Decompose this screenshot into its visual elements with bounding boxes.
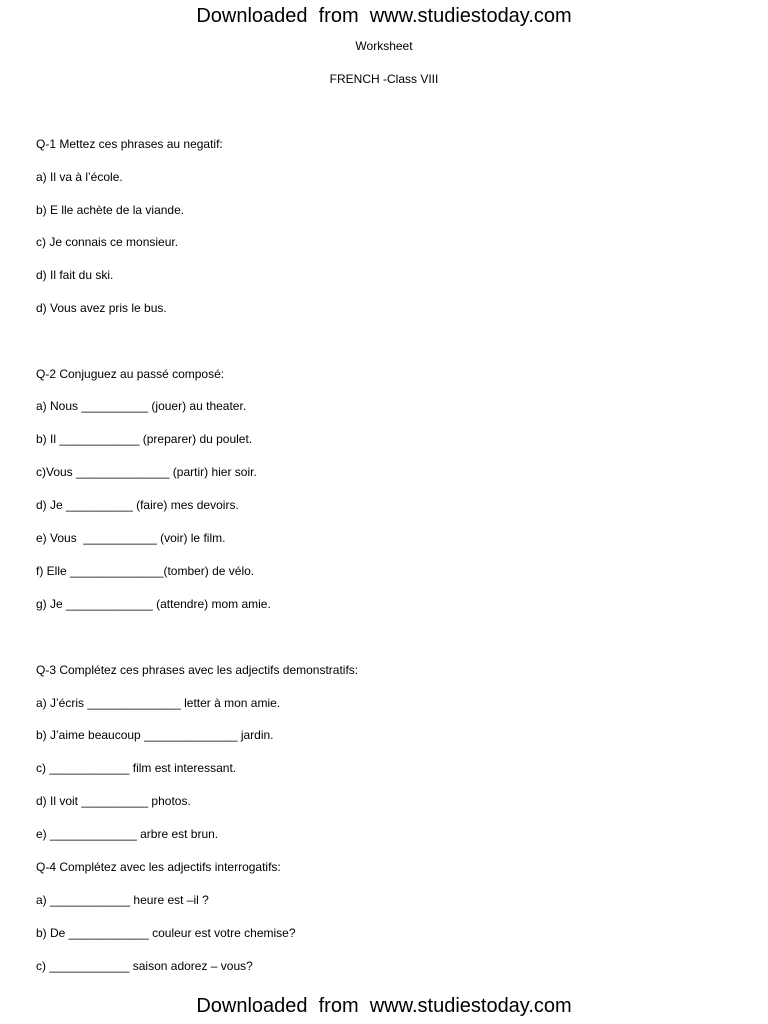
- question-4-heading: Q-4 Complétez avec les adjectifs interrogatifs:: [36, 860, 281, 874]
- question-4-item: c) ____________ saison adorez – vous?: [36, 959, 253, 973]
- question-2-item: g) Je _____________ (attendre) mom amie.: [36, 597, 271, 611]
- question-1-item: d) Vous avez pris le bus.: [36, 301, 167, 315]
- question-2-item: d) Je __________ (faire) mes devoirs.: [36, 498, 239, 512]
- worksheet-subtitle: FRENCH -Class VIII: [329, 72, 439, 86]
- question-2-item: b) Il ____________ (preparer) du poulet.: [36, 432, 253, 446]
- question-1-heading: Q-1 Mettez ces phrases au negatif:: [36, 137, 223, 151]
- question-2-item: f) Elle ______________(tomber) de vélo.: [36, 564, 255, 578]
- question-2-heading: Q-2 Conjuguez au passé composé:: [36, 367, 225, 381]
- question-3-item: e) _____________ arbre est brun.: [36, 827, 219, 841]
- question-4-item: b) De ____________ couleur est votre chemise?: [36, 926, 296, 940]
- question-2-item: c)Vous ______________ (partir) hier soir.: [36, 465, 257, 479]
- question-3-item: a) J’écris ______________ letter à mon amie.: [36, 696, 281, 710]
- question-1-item: a) Il va à l’école.: [36, 170, 123, 184]
- download-banner-top: Downloaded from www.studiestoday.com: [196, 5, 572, 27]
- question-2-item: a) Nous __________ (jouer) au theater.: [36, 399, 247, 413]
- question-4-item: a) ____________ heure est –il ?: [36, 893, 209, 907]
- question-3-heading: Q-3 Complétez ces phrases avec les adjectifs demonstratifs:: [36, 663, 359, 677]
- question-3-item: c) ____________ film est interessant.: [36, 761, 237, 775]
- question-3-item: b) J’aime beaucoup ______________ jardin.: [36, 728, 274, 742]
- question-1-item: d) Il fait du ski.: [36, 268, 114, 282]
- question-1-item: c) Je connais ce monsieur.: [36, 235, 179, 249]
- worksheet-title: Worksheet: [355, 39, 413, 53]
- download-banner-bottom: Downloaded from www.studiestoday.com: [196, 995, 572, 1017]
- question-1-item: b) E lle achète de la viande.: [36, 203, 185, 217]
- question-2-item: e) Vous ___________ (voir) le film.: [36, 531, 226, 545]
- question-3-item: d) Il voit __________ photos.: [36, 794, 191, 808]
